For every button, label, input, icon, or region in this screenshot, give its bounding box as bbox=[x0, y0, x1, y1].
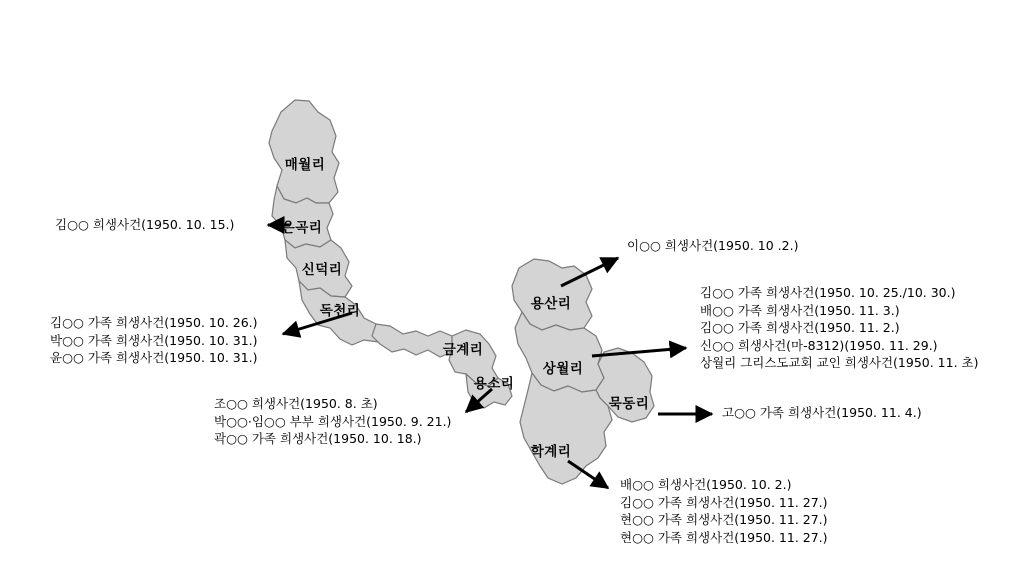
annotation-line: 김○○ 가족 희생사건(1950. 10. 25./10. 30.) bbox=[700, 285, 956, 300]
annotation-line: 현○○ 가족 희생사건(1950. 11. 27.) bbox=[620, 529, 828, 545]
annotation-line: 박○○ 가족 희생사건(1950. 10. 31.) bbox=[50, 332, 258, 348]
region-geumgyeri-west bbox=[372, 324, 452, 357]
annotation-line: 김○○ 가족 희생사건(1950. 11. 2.) bbox=[700, 320, 900, 335]
region-label-dokcheonri: 독천리 bbox=[319, 303, 361, 319]
region-label-yongsori: 용소리 bbox=[473, 376, 515, 392]
annotation-line: 윤○○ 가족 희생사건(1950. 10. 31.) bbox=[50, 350, 258, 365]
annotation-line: 고○○ 가족 희생사건(1950. 11. 4.) bbox=[722, 405, 922, 420]
annotation-sangwolri bbox=[700, 284, 979, 372]
region-maewolri bbox=[269, 100, 339, 203]
annotation-yongsori bbox=[214, 395, 451, 448]
annotation-eungokri bbox=[55, 216, 234, 234]
annotation-line: 상월리 그리스도교회 교인 희생사건(1950. 11. 초) bbox=[700, 355, 979, 370]
annotation-yongsanri bbox=[627, 237, 798, 255]
annotation-line: 조○○ 희생사건(1950. 8. 초) bbox=[214, 396, 378, 411]
annotation-dokcheonri bbox=[50, 314, 258, 367]
annotation-line: 김○○ 가족 희생사건(1950. 10. 26.) bbox=[50, 315, 258, 330]
region-label-hakgyeri: 학계리 bbox=[530, 444, 572, 460]
annotation-line: 김○○ 희생사건(1950. 10. 15.) bbox=[55, 217, 235, 232]
annotation-line: 배○○ 가족 희생사건(1950. 11. 3.) bbox=[700, 302, 900, 318]
region-label-yongsanri: 용산리 bbox=[530, 296, 572, 312]
region-geumgyeri bbox=[449, 330, 498, 386]
annotation-line: 배○○ 희생사건(1950. 10. 2.) bbox=[620, 477, 792, 492]
region-label-sangwolri: 상월리 bbox=[542, 361, 584, 377]
annotation-line: 신○○ 희생사건(마-8312)(1950. 11. 29.) bbox=[700, 337, 938, 353]
annotation-line: 김○○ 가족 희생사건(1950. 11. 27.) bbox=[620, 494, 828, 510]
region-label-geumgyeri: 금계리 bbox=[442, 342, 484, 358]
region-label-eungokri: 은곡리 bbox=[281, 220, 323, 236]
annotation-mukdongri bbox=[722, 404, 922, 422]
region-label-sindeokri: 신덕리 bbox=[301, 262, 343, 278]
annotation-line: 현○○ 가족 희생사건(1950. 11. 27.) bbox=[620, 512, 828, 527]
region-label-maewolri: 매월리 bbox=[284, 157, 326, 173]
annotation-line: 이○○ 희생사건(1950. 10 .2.) bbox=[627, 238, 799, 253]
annotation-line: 곽○○ 가족 희생사건(1950. 10. 18.) bbox=[214, 431, 422, 446]
annotation-hakgyeri bbox=[620, 476, 828, 546]
annotation-line: 박○○·임○○ 부부 희생사건(1950. 9. 21.) bbox=[214, 413, 452, 429]
region-label-mukdongri: 묵동리 bbox=[608, 396, 650, 412]
